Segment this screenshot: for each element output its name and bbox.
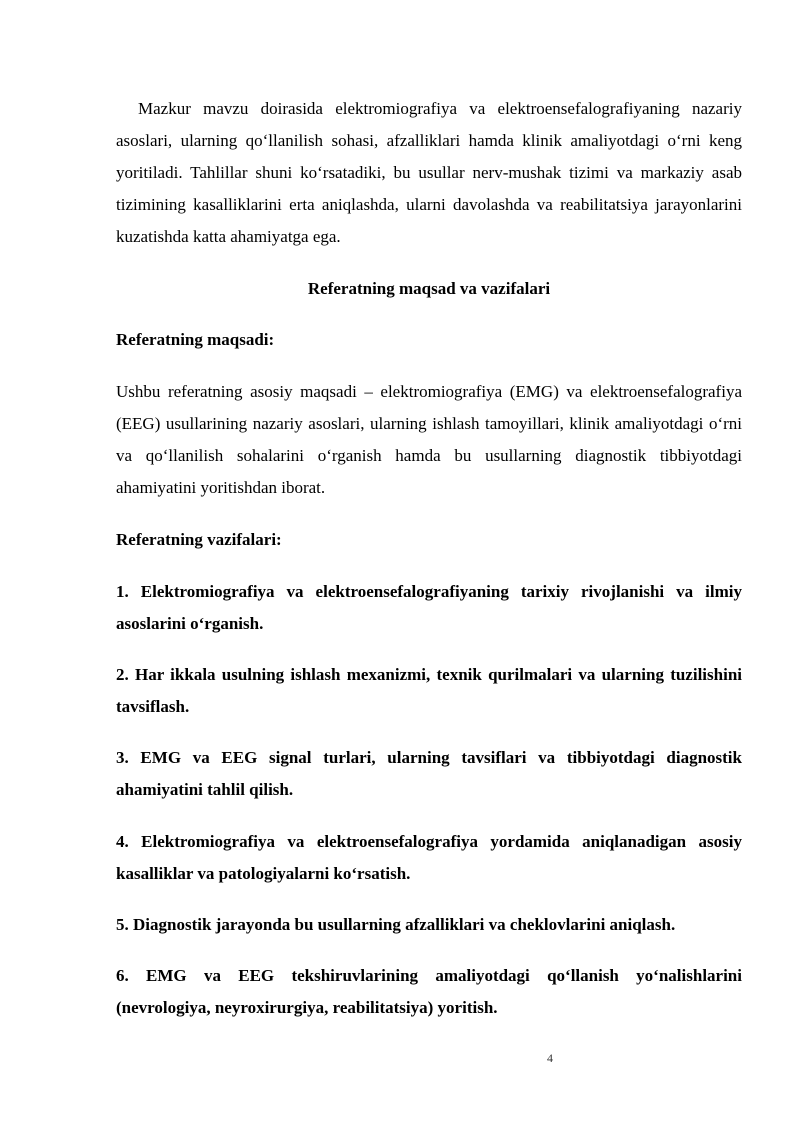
task-item-5-block [116, 909, 742, 941]
goal-paragraph-block [116, 376, 742, 504]
task-item: 5. Diagnostik jarayonda bu usullarning afzalliklari va cheklovlarini aniqlash. [116, 915, 676, 934]
goal-heading-block [116, 324, 742, 356]
task-item: 3. EMG va EEG signal turlari, ularning tavsiflari va tibbiyotdagi diagnostik ahamiyatini tahlil qilish. [116, 748, 742, 799]
section-title-block [116, 273, 742, 305]
tasks-heading: Referatning vazifalari: [116, 530, 282, 549]
task-item: 2. Har ikkala usulning ishlash mexanizmi, texnik qurilmalari va ularning tuzilishini tavsiflash. [116, 665, 742, 716]
goal-paragraph: Ushbu referatning asosiy maqsadi – elektromiografiya (EMG) va elektroensefalografiya (EEG) usullarining nazariy asoslari, ularning ishlash tamoyillari, klinik amaliyotdagi o‘rni va qo‘llanilish sohalarini o‘rganish hamda bu usullarning diagnostik tibbiyotdagi ahamiyatini yoritishdan iborat. [116, 382, 742, 497]
task-item: 4. Elektromiografiya va elektroensefalografiya yordamida aniqlanadigan asosiy kasalliklar va patologiyalarni ko‘rsatish. [116, 832, 742, 883]
task-item-3-block [116, 742, 742, 806]
task-item: 6. EMG va EEG tekshiruvlarining amaliyotdagi qo‘llanish yo‘nalishlarini (nevrologiya, neyroxirurgiya, reabilitatsiya) yoritish. [116, 966, 742, 1017]
page-number: 4 [547, 1051, 553, 1065]
tasks-heading-block [116, 524, 742, 556]
intro-paragraph: Mazkur mavzu doirasida elektromiografiya va elektroensefalografiyaning nazariy asoslari, ularning qo‘llanilish sohasi, afzalliklari hamda klinik amaliyotdagi o‘rni keng yoritiladi. Tahlillar shuni ko‘rsatadiki, bu usullar nerv-mushak tizimi va markaziy asab tizimining kasalliklarini erta aniqlashda, ularni davolashda va reabilitatsiya jarayonlarini kuzatishda katta ahamiyatga ega. [116, 99, 742, 246]
intro-paragraph-block [116, 93, 742, 253]
task-item-4-block [116, 826, 742, 890]
task-item-2-block [116, 659, 742, 723]
task-item: 1. Elektromiografiya va elektroensefalografiyaning tarixiy rivojlanishi va ilmiy asoslarini o‘rganish. [116, 582, 742, 633]
task-item-1-block [116, 576, 742, 640]
task-item-6-block [116, 960, 742, 1024]
section-title: Referatning maqsad va vazifalari [307, 279, 551, 298]
goal-heading: Referatning maqsadi: [116, 330, 275, 349]
